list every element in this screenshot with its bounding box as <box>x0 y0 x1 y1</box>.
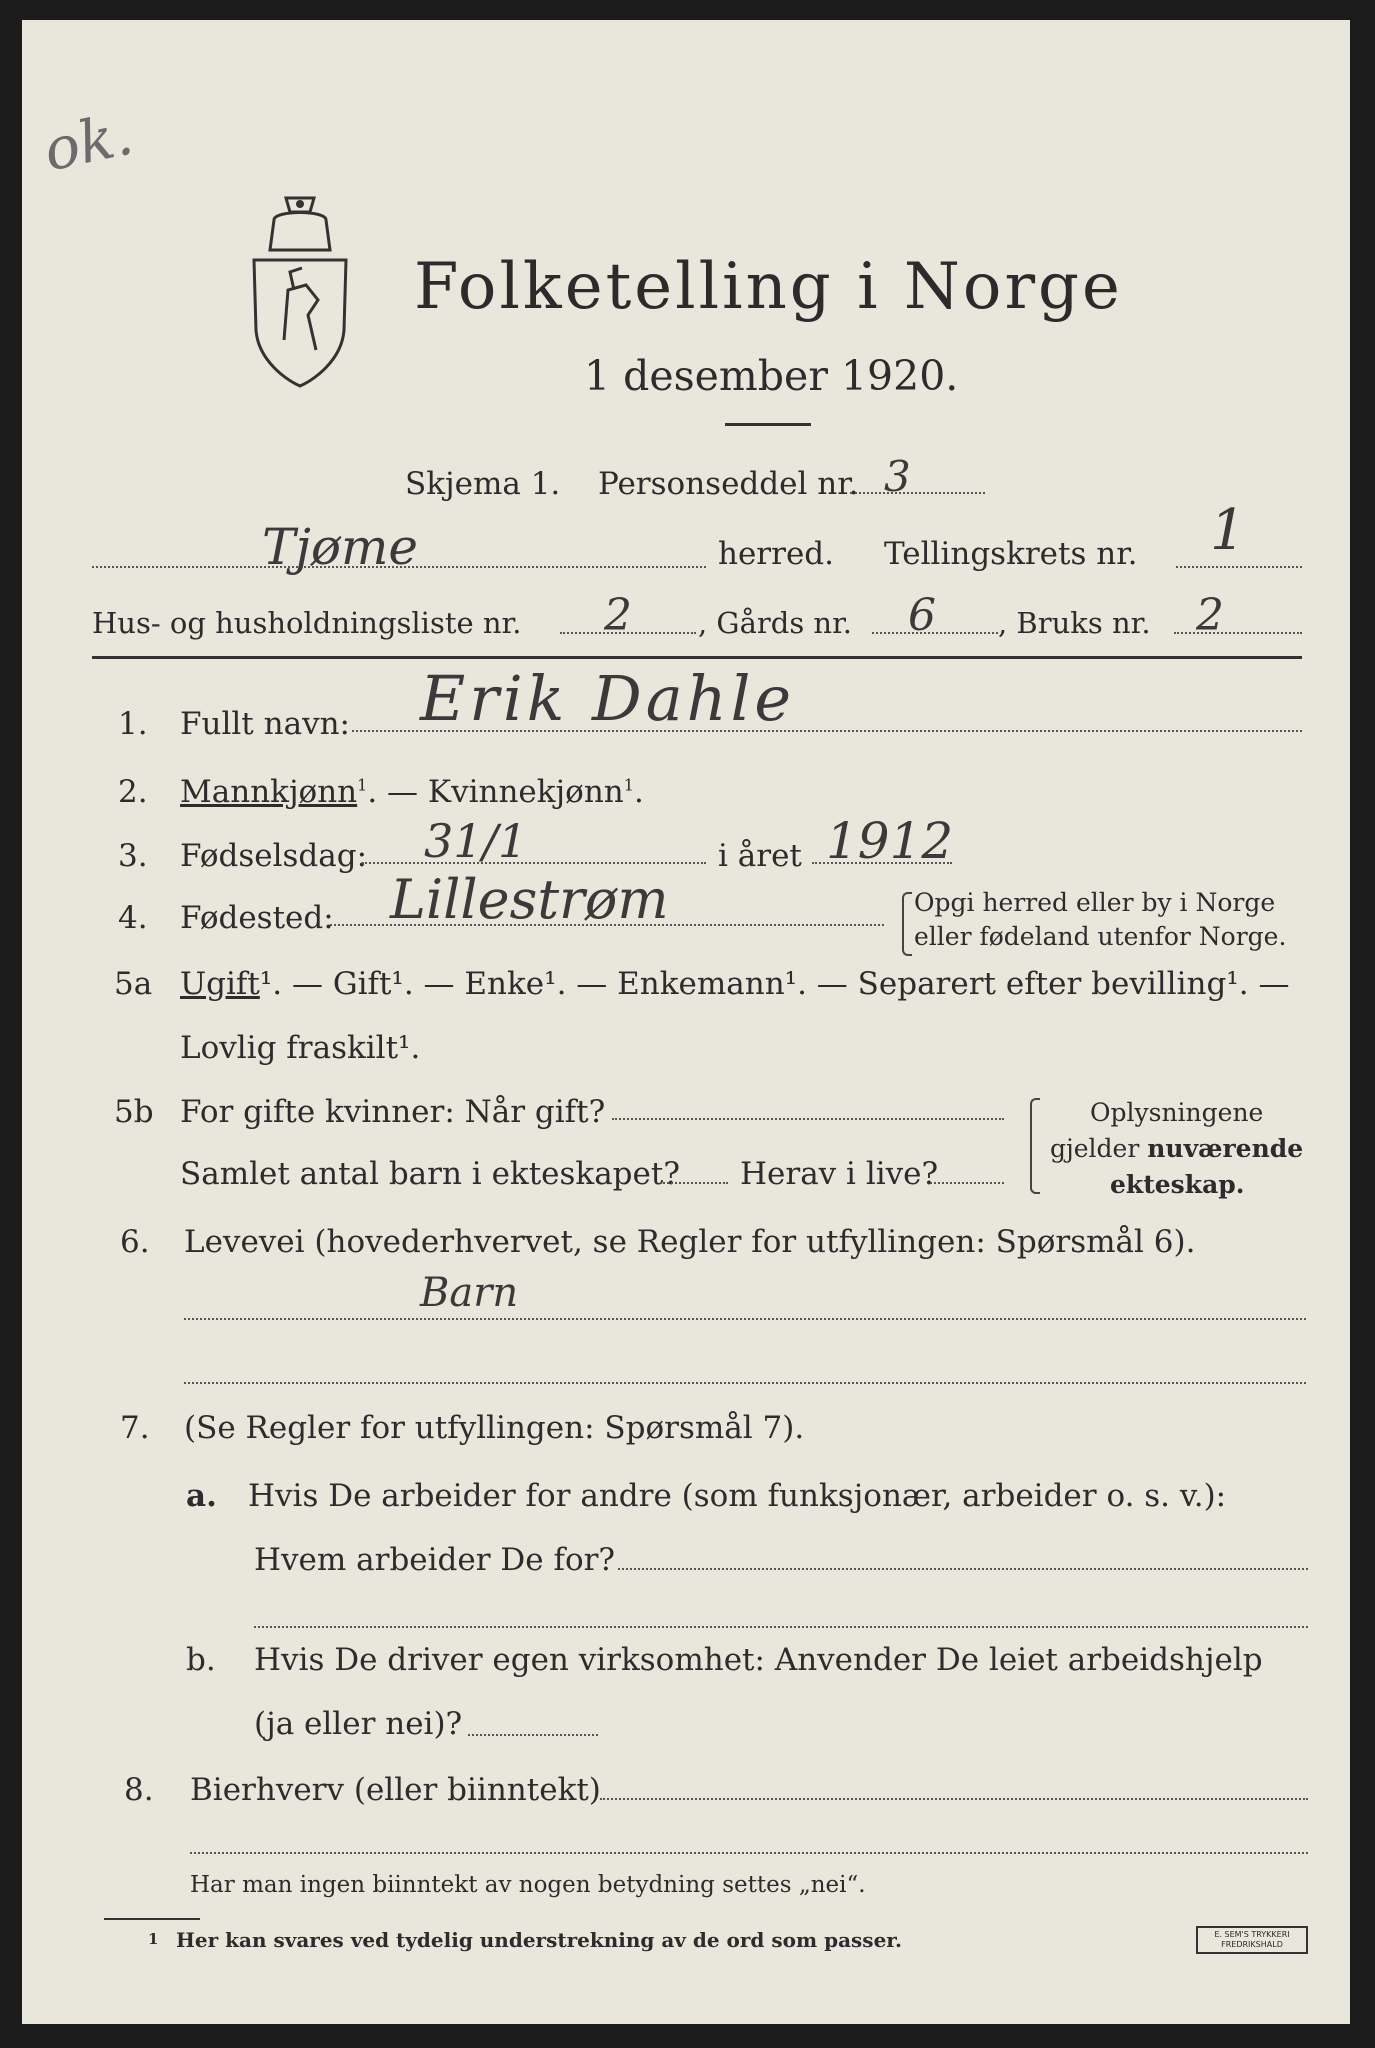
birth-year-label: i året <box>718 838 802 874</box>
marriage-note-1: Oplysningene <box>1090 1098 1264 1127</box>
employer-label: Hvem arbeider De for? <box>254 1542 616 1578</box>
birthplace-value: Lillestrøm <box>390 868 669 931</box>
tellingskrets-value: 1 <box>1210 498 1246 563</box>
q3-label: Fødselsdag: <box>180 838 368 874</box>
herred-value: Tjøme <box>262 518 418 576</box>
q1-number: 1. <box>118 706 148 742</box>
q7b-letter: b. <box>186 1642 216 1678</box>
herred-label: herred. <box>718 536 834 572</box>
header-divider <box>92 656 1302 659</box>
bruks-label: , Bruks nr. <box>998 606 1151 640</box>
occupation-label: Levevei (hovederhvervet, se Regler for utfyllingen: Spørsmål 6). <box>184 1224 1196 1260</box>
hus-label: Hus- og husholdningsliste nr. <box>92 606 522 640</box>
self-employed-question: Hvis De driver egen virksomhet: Anvender De leiet arbeidshjelp <box>254 1642 1263 1678</box>
stamp-line-2: FREDRIKSHALD <box>1221 1940 1283 1949</box>
birthday-value: 31/1 <box>424 814 528 868</box>
gender-options <box>180 774 644 810</box>
employer-question: Hvis De arbeider for andre (som funksjonær, arbeider o. s. v.): <box>248 1478 1227 1514</box>
occupation-field-1[interactable] <box>184 1318 1306 1320</box>
note-brace <box>902 892 912 956</box>
q6-number: 6. <box>120 1224 150 1260</box>
occupation-field-2[interactable] <box>184 1382 1306 1384</box>
employer-field-2[interactable] <box>254 1626 1308 1628</box>
gards-label: , Gårds nr. <box>698 606 852 640</box>
q2-number: 2. <box>118 774 148 810</box>
hired-help-label: (ja eller nei)? <box>254 1706 463 1742</box>
married-when-field[interactable] <box>612 1118 1004 1120</box>
employer-field-1[interactable] <box>618 1568 1308 1570</box>
children-count-field[interactable] <box>660 1182 728 1184</box>
marriage-note-2b: nuværende <box>1147 1134 1304 1163</box>
marital-status-options <box>180 966 1289 1002</box>
hus-value: 2 <box>604 590 632 641</box>
q3-number: 3. <box>118 838 148 874</box>
person-number-label: Personseddel nr. <box>598 466 859 502</box>
birthday-field[interactable] <box>362 862 706 864</box>
q5b-number: 5b <box>114 1094 154 1130</box>
unmarried-option[interactable]: Ugift <box>180 966 260 1002</box>
coat-of-arms-emblem <box>244 190 356 390</box>
hired-help-field[interactable] <box>468 1734 598 1736</box>
marriage-note-3: ekteskap. <box>1110 1170 1245 1199</box>
title-divider <box>725 423 811 426</box>
tellingskrets-field[interactable] <box>1176 566 1302 568</box>
children-alive-field[interactable] <box>930 1182 1004 1184</box>
gards-value: 6 <box>908 590 936 641</box>
schema-label: Skjema 1. <box>405 466 561 502</box>
tellingskrets-label: Tellingskrets nr. <box>884 536 1138 572</box>
census-date: 1 desember 1920. <box>584 352 959 400</box>
footnote-ref: 1 <box>623 775 634 795</box>
side-income-field-2[interactable] <box>190 1852 1308 1854</box>
stamp-line-1: E. SEM'S TRYKKERI <box>1214 1930 1290 1939</box>
side-income-label: Bierhverv (eller biinntekt) <box>190 1772 601 1808</box>
bruks-field[interactable] <box>1174 632 1302 634</box>
q1-label: Fullt navn: <box>180 706 350 742</box>
male-option[interactable]: Mannkjønn <box>180 774 358 810</box>
divorced-option[interactable]: Lovlig fraskilt¹. <box>180 1030 421 1066</box>
bruks-value: 2 <box>1196 590 1224 641</box>
q5a-number: 5a <box>114 966 153 1002</box>
side-income-field-1[interactable] <box>600 1798 1308 1800</box>
q4-label: Fødested: <box>180 900 334 936</box>
other-marital-options[interactable]: ¹. — Gift¹. — Enke¹. — Enkemann¹. — Separert efter bevilling¹. — <box>259 966 1290 1002</box>
footnote-ref: 1 <box>357 775 368 795</box>
occupation-value: Barn <box>420 1270 519 1316</box>
birth-year-value: 1912 <box>826 812 954 870</box>
married-when-label: For gifte kvinner: Når gift? <box>180 1094 606 1130</box>
bottom-note: Har man ingen biinntekt av nogen betydning settes „nei“. <box>190 1872 866 1898</box>
q7-number: 7. <box>120 1410 150 1446</box>
footnote-divider <box>104 1918 200 1920</box>
marriage-note-2 <box>1050 1134 1303 1163</box>
note-brace <box>1030 1098 1040 1194</box>
marriage-note-2a: gjelder <box>1050 1134 1148 1163</box>
q7-label: (Se Regler for utfyllingen: Spørsmål 7). <box>184 1410 805 1446</box>
q2-end: . <box>633 774 644 810</box>
printer-stamp <box>1196 1926 1308 1954</box>
children-alive-label: Herav i live? <box>740 1156 939 1192</box>
footnote-mark: 1 <box>148 1930 159 1948</box>
q7a-letter: a. <box>186 1478 217 1514</box>
person-number-value: 3 <box>884 452 911 501</box>
q4-number: 4. <box>118 900 148 936</box>
full-name-value: Erik Dahle <box>420 662 796 735</box>
footnote-text: Her kan svares ved tydelig understrekning av de ord som passer. <box>176 1928 902 1952</box>
birthplace-note-2: eller fødeland utenfor Norge. <box>914 922 1287 951</box>
ok-annotation: ok. <box>37 99 139 185</box>
birthplace-note-1: Opgi herred eller by i Norge <box>914 888 1276 917</box>
q8-number: 8. <box>124 1772 154 1808</box>
female-option[interactable]: . — Kvinnekjønn <box>367 774 624 810</box>
person-number-field[interactable] <box>850 492 985 494</box>
form-title: Folketelling i Norge <box>414 250 1123 324</box>
children-count-label: Samlet antal barn i ekteskapet? <box>180 1156 680 1192</box>
